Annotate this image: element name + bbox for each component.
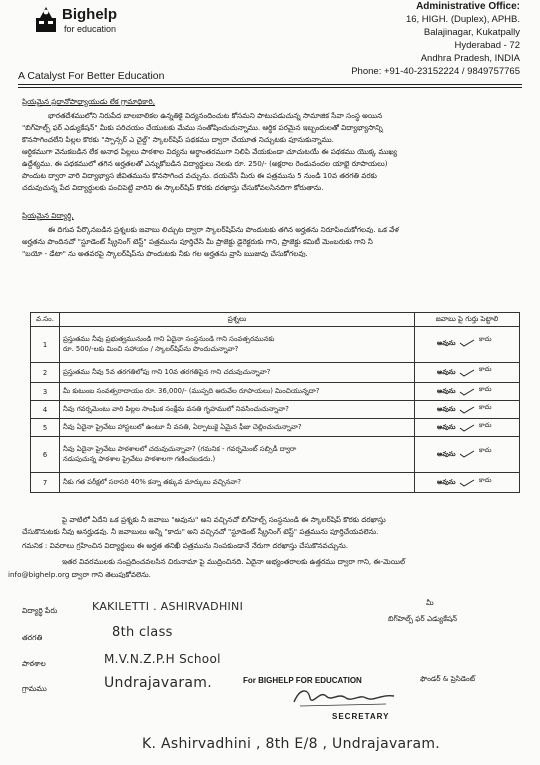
check-mark-icon bbox=[459, 339, 475, 347]
intro-line: ఉద్దేశ్యము. ఈ పథకములో తగిన అర్హతలతో ఎన్నుకోబడిన విద్యార్థులు నెలకు రూ. 250/- (అక్షరాల రెండువందల యాభై రూపాయలు) bbox=[22, 159, 388, 168]
check-mark-icon bbox=[459, 388, 475, 396]
no-option[interactable]: కాదు bbox=[479, 421, 492, 429]
question-cell bbox=[60, 437, 415, 473]
yes-option[interactable]: అవును bbox=[437, 387, 456, 395]
question-text: నడుపుచున్న పాఠశాల ప్రైవేటు పాఠశాలగా గణించబడదు.) bbox=[63, 454, 216, 463]
answer-cell[interactable] bbox=[415, 363, 520, 383]
question-cell bbox=[60, 327, 415, 363]
salutation-student: ప్రియమైన విద్యార్థి, bbox=[22, 211, 74, 220]
student-line: "బయో - డేటా" ను అతవరపై స్కాలర్‌షిప్‌ను పొందుటకు నీకు గల అర్హతను వ్రాసి ఋజువు చేసుకోగలవు. bbox=[22, 249, 308, 258]
answer-cell[interactable] bbox=[415, 383, 520, 401]
table-row bbox=[31, 473, 520, 493]
header-divider-thin bbox=[18, 87, 522, 88]
col-header-answer: జవాబు పై గుర్తు పెట్టాలి bbox=[415, 313, 520, 327]
answer-cell[interactable] bbox=[415, 401, 520, 419]
no-option[interactable]: కాదు bbox=[479, 385, 492, 393]
office-line: Balajinagar, Kukatpally bbox=[423, 27, 520, 38]
yes-option[interactable]: అవును bbox=[437, 423, 456, 431]
question-text: ప్రస్తుతము నీవు ప్రభుత్వమునుండి గాని ఏదైనా సంస్థనుండి గాని సంవత్సరమునకు bbox=[63, 334, 275, 343]
office-phone: Phone: +91-40-23152224 / 9849757765 bbox=[351, 66, 520, 77]
brand-subtitle: for education bbox=[64, 24, 117, 34]
yes-option[interactable]: అవును bbox=[437, 405, 456, 413]
answer-cell[interactable] bbox=[415, 473, 520, 493]
office-line: 16, HIGH. (Duplex), APHB. bbox=[405, 14, 520, 25]
note-line: చేసుకొనుటకు నీవు అనర్హుడవు. నీ జవాబులు అన్నీ "కాదు" అని వచ్చినచో "స్టూడెంట్ స్క్రీనింగ్ టెస్ట్" పత్రమును పూర్తిచేయవలెను. bbox=[22, 527, 379, 536]
contact-line: info@bighelp.org ద్వారా గాని తెలుపుకోవలెను. bbox=[8, 570, 151, 579]
check-mark-icon bbox=[459, 450, 475, 458]
check-mark-icon bbox=[459, 406, 475, 414]
student-line: అర్హతను పొందినచో "స్టూడెంట్ స్క్రీనింగ్ టెస్ట్" పత్రమును పూర్తిచేసి మీ ప్రాజెక్టు డైరెక్టరుకు గాని, ప్రాజెక్టు కమిటీ మెంబరుకు గాని నీ bbox=[22, 237, 373, 246]
question-cell bbox=[60, 473, 415, 493]
question-text: ప్రస్తుతము నీవు 5వ తరగతిలోపు గాని 10వ తరగతిపైన గాని చదువుచున్నావా? bbox=[63, 367, 271, 376]
signature-icon bbox=[290, 684, 400, 710]
row-number: 4 bbox=[31, 401, 60, 419]
office-line: Hyderabad - 72 bbox=[454, 40, 520, 51]
intro-line: ఆర్థికముగా వెనుకబడిన లేక అనాధ పిల్లలు పాఠశాల విద్యను అర్థాంతరముగా నిలిపి వేయకుండా చూచుటయే ఈ పథకము యొక్క ముఖ్య bbox=[22, 147, 398, 156]
bighelp-logo-icon bbox=[34, 6, 58, 34]
brand-name: Bighelp bbox=[62, 6, 117, 23]
question-text: నీవు గవర్నమెంటు వారి పిల్లల సాంఘిక సంక్షేమ వసతి గృహములో నివసించుచున్నావా? bbox=[63, 404, 289, 413]
row-number: 1 bbox=[31, 327, 60, 363]
note-line: పై వాటిలో ఏదేని ఒక ప్రశ్నకు నీ జవాబు "అవును" అని వచ్చినచో బిగ్‌హెల్ప్ సంస్థనుండి ఈ స్కాలర్‌షిప్ కొరకు దరఖాస్తు bbox=[62, 515, 386, 524]
tagline: A Catalyst For Better Education bbox=[18, 70, 165, 82]
yes-option[interactable]: అవును bbox=[437, 478, 456, 486]
col-header-serial: వ.సం. bbox=[31, 313, 60, 327]
intro-line: కొనసాగించలేని పిల్లల కొరకు "స్పాన్సర్ ఎ చైల్డ్" స్కాలర్‌షిప్ పథకము ద్వారా చేయూత నిచ్చుటకు పూనుకున్నాము. bbox=[22, 135, 334, 144]
row-number: 2 bbox=[31, 363, 60, 383]
question-cell bbox=[60, 419, 415, 437]
village-value[interactable]: Undrajavaram. bbox=[104, 675, 212, 691]
intro-line: చదువుచున్న పేద విద్యార్థులకు పంచిపెట్టి వారిని ఈ స్కాలర్‌షిప్ కొరకు దరఖాస్తు చేసుకోవలసినదిగా కోరుతాను. bbox=[22, 183, 324, 192]
class-label: తరగతి bbox=[22, 633, 43, 642]
table-header-row bbox=[31, 313, 520, 327]
note-line: ఇతర వివరములకు సంప్రదించవలసిన చిరునామా పై ముద్రించినది. ఏదైనా అభ్యంతరాలకు ఉత్తరము ద్వారా గాని, ఈ-మెయిల్ bbox=[62, 557, 406, 566]
no-option[interactable]: కాదు bbox=[479, 446, 492, 454]
question-cell bbox=[60, 383, 415, 401]
table-row bbox=[31, 327, 520, 363]
table-row bbox=[31, 363, 520, 383]
header-divider bbox=[18, 84, 522, 85]
yes-option[interactable]: అవును bbox=[437, 450, 456, 458]
school-label: పాఠశాల bbox=[22, 659, 46, 668]
yours-label: మీ bbox=[426, 598, 434, 607]
check-mark-icon bbox=[459, 479, 475, 487]
office-line: Andhra Pradesh, INDIA bbox=[420, 53, 520, 64]
table-row bbox=[31, 419, 520, 437]
row-number: 5 bbox=[31, 419, 60, 437]
no-option[interactable]: కాదు bbox=[479, 476, 492, 484]
question-text: నీవు ఏదైనా ప్రైవేటు హాస్టలులో ఉంటూ నీ వసతి, ఏర్పాటుకై ఏమైన ఫీజు చెల్లించుచున్నావా? bbox=[63, 422, 302, 431]
check-mark-icon bbox=[459, 369, 475, 377]
secretary-stamp: SECRETARY bbox=[332, 712, 390, 721]
office-heading: Administrative Office: bbox=[416, 1, 520, 12]
table-row bbox=[31, 383, 520, 401]
row-number: 7 bbox=[31, 473, 60, 493]
col-header-questions: ప్రశ్నలు bbox=[60, 313, 415, 327]
note-line: గమనిక : వివరాలు గ్రహించిన విద్యార్థులు ఈ అర్హత తనిఖీ పత్రమును నింపకుండానే నేరుగా దరఖాస్తు చేసుకొనవచ్చును. bbox=[22, 541, 349, 550]
office-address bbox=[351, 0, 520, 78]
student-line: ఈ దిగువ పేర్కొనబడిన ప్రశ్నలకు జవాబు లిచ్చుట ద్వారా స్కాలర్‌షిప్‌ను పొందుటకు తగిన అర్హతను నిరూపించుకోగలవు. ఒక వేళ bbox=[48, 225, 399, 234]
yes-option[interactable]: అవును bbox=[437, 339, 456, 347]
student-name-label: విద్యార్థి పేరు bbox=[22, 606, 58, 615]
check-mark-icon bbox=[459, 424, 475, 432]
intro-line: భారతదేశములోని నిరుపేద బాలబాలికల ఉన్నతికై విద్యనందించుట కోసమని పాటుపడుచున్న సామాజిక సేవా సంస్థ అయిన bbox=[48, 111, 383, 120]
class-value[interactable]: 8th class bbox=[112, 625, 173, 640]
question-cell bbox=[60, 401, 415, 419]
answer-cell[interactable] bbox=[415, 327, 520, 363]
org-stamp: For BIGHELP FOR EDUCATION bbox=[243, 676, 362, 685]
intro-line: పొందుట ద్వారా వారి విద్యాభ్యాస జీవితమును కొనసాగించ వచ్చును. దయచేసి మీరు ఈ పత్రమును 5 నుండి 10వ తరగతి వరకు bbox=[22, 171, 377, 180]
intro-line: "బిగ్‌హెల్ప్ ఫర్ ఎడ్యుకేషన్" మీకు పరిచయం చేయుటకు మేము సంతోషించుచున్నాము. ఆర్థిక పరమైన ఇబ్బందులతో విద్యాభ్యాసాన్ని bbox=[22, 123, 383, 132]
answer-cell[interactable] bbox=[415, 437, 520, 473]
salutation-headmaster: ప్రియమైన ప్రధానోపాధ్యాయుడు లేక గ్రామాధికారి, bbox=[22, 97, 156, 106]
founder-label: ఫౌండర్ & ప్రెసిడెంట్ bbox=[420, 674, 476, 683]
yes-option[interactable]: అవును bbox=[437, 368, 456, 376]
org-name-telugu: బిగ్‌హెల్ప్ ఫర్ ఎడ్యుకేషన్ bbox=[388, 614, 458, 623]
question-text: మీ కుటుంబ సంవత్సరాదాయం రూ. 36,000/- (ముప్పది ఆరువేల రూపాయలు) మించియున్నదా? bbox=[63, 386, 320, 395]
village-label: గ్రామము bbox=[22, 684, 47, 693]
student-name-value[interactable]: KAKILETTI . ASHIRVADHINI bbox=[92, 600, 244, 613]
question-text: నీకు గత పరీక్షలో సరాసరి 40% కన్నా తక్కువ మార్కులు వచ్చినవా? bbox=[63, 477, 242, 486]
footer-handwritten-note: K. Ashirvadhini , 8th E/8 , Undrajavaram. bbox=[142, 736, 441, 752]
row-number: 3 bbox=[31, 383, 60, 401]
school-value[interactable]: M.V.N.Z.P.H School bbox=[104, 652, 221, 666]
question-cell bbox=[60, 363, 415, 383]
answer-cell[interactable] bbox=[415, 419, 520, 437]
table-row bbox=[31, 437, 520, 473]
table-row bbox=[31, 401, 520, 419]
question-text: నీవు ఏదైనా ప్రైవేటు పాఠశాలలో చదువుచున్నావా? (గమనిక - గవర్నమెంట్ సబ్సిడీ ద్వారా bbox=[63, 444, 297, 453]
no-option[interactable]: కాదు bbox=[479, 365, 492, 373]
question-text: రూ. 500/-లకు మించి సహాయం / స్కాలర్‌షిప్‌ను పొందుచున్నావా? bbox=[63, 344, 239, 353]
no-option[interactable]: కాదు bbox=[479, 403, 492, 411]
row-number: 6 bbox=[31, 437, 60, 473]
no-option[interactable]: కాదు bbox=[479, 335, 492, 343]
eligibility-table bbox=[30, 312, 520, 493]
